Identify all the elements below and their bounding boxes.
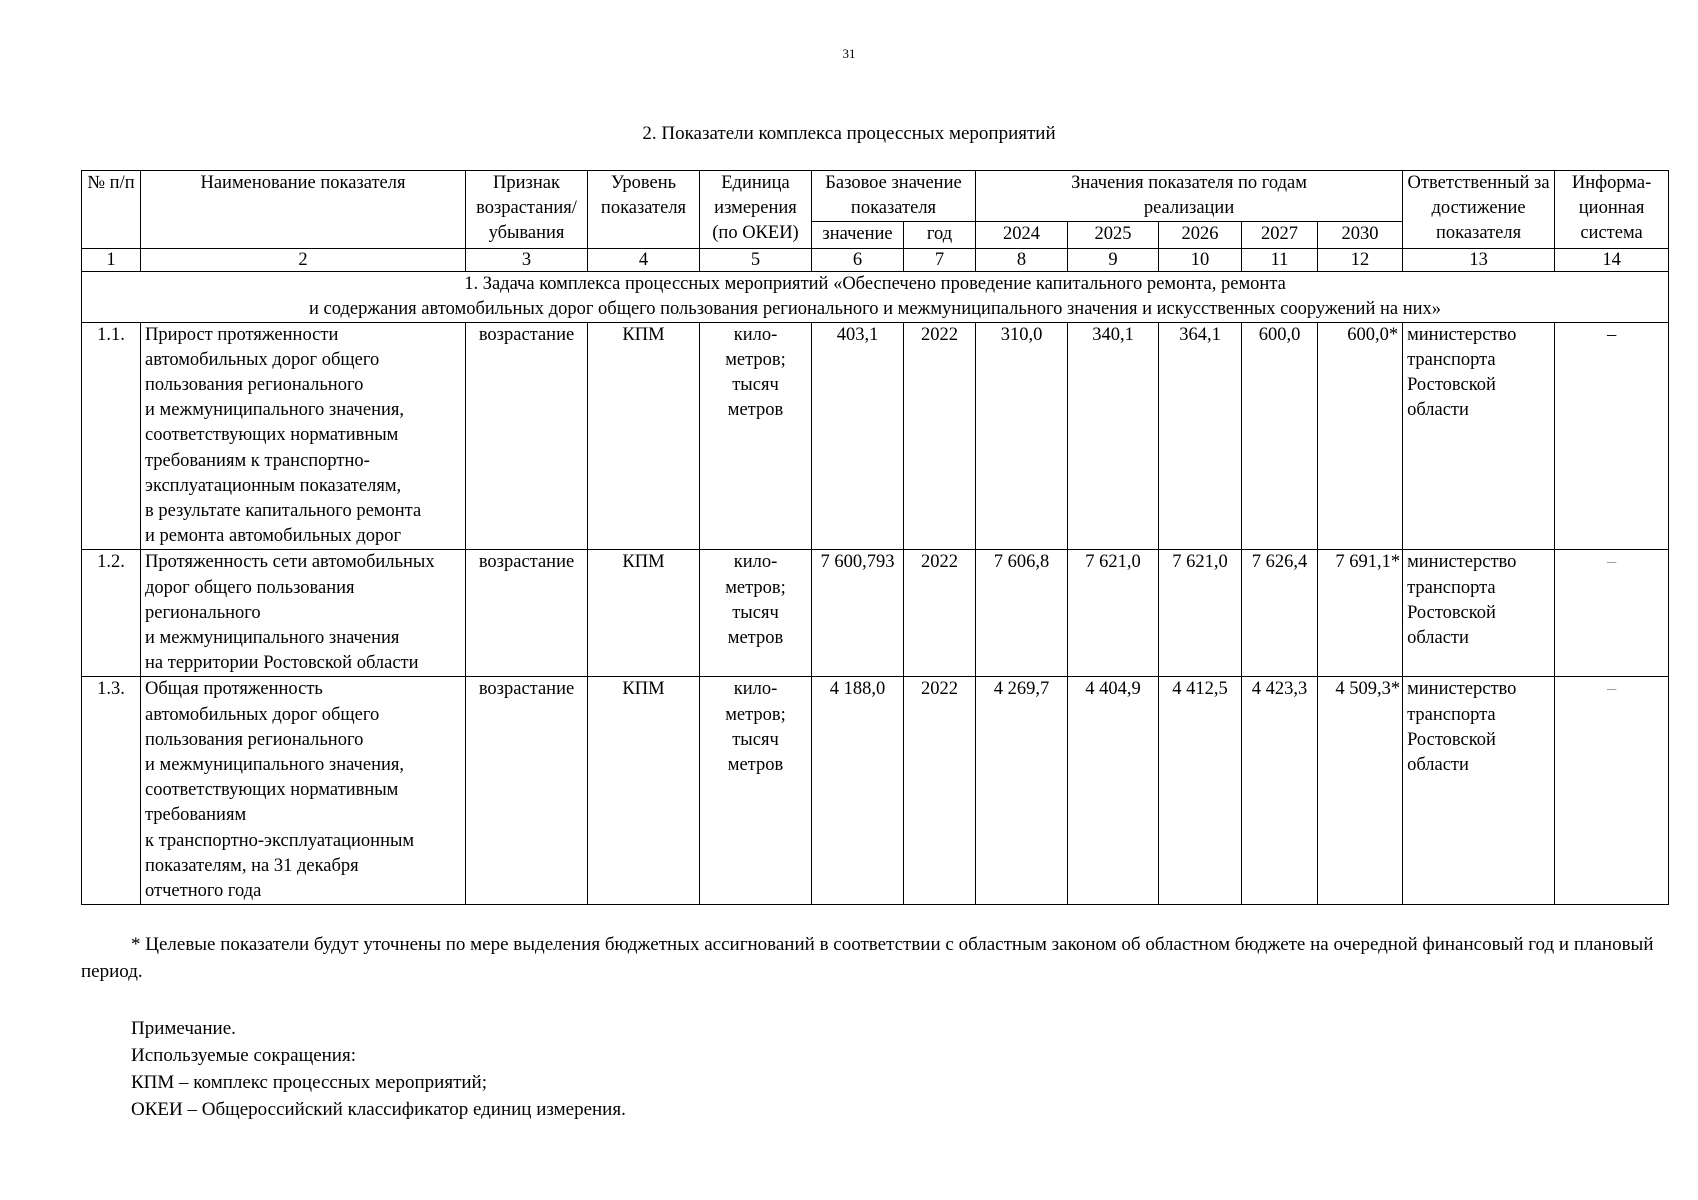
column-number: 5 bbox=[700, 248, 812, 271]
column-number: 13 bbox=[1403, 248, 1555, 271]
base-value: 4 188,0 bbox=[812, 677, 904, 905]
table-row bbox=[82, 550, 1669, 677]
header-num-text: № п/п bbox=[87, 173, 135, 193]
row-number: 1.1. bbox=[82, 322, 141, 550]
value-2027: 7 626,4 bbox=[1242, 550, 1318, 677]
footnote: * Целевые показатели будут уточнены по мере выделения бюджетных ассигнований в соответствии с областным законом об областном бюджете на очередной финансовый год и плановый период. bbox=[81, 934, 1654, 982]
responsible: министерство транспорта Ростовской области bbox=[1403, 677, 1555, 905]
column-number: 8 bbox=[976, 248, 1068, 271]
column-number: 14 bbox=[1555, 248, 1669, 271]
info-system: – bbox=[1555, 322, 1669, 550]
header-level: Уровень показателя bbox=[588, 171, 700, 249]
column-number: 11 bbox=[1242, 248, 1318, 271]
indicator-level: КПМ bbox=[588, 550, 700, 677]
header-base-value: значение bbox=[812, 222, 904, 248]
header-base-year: год bbox=[904, 222, 976, 248]
indicator-unit: кило- метров; тысяч метров bbox=[700, 550, 812, 677]
task-title: 1. Задача комплекса процессных мероприятий «Обеспечено проведение капитального ремонта, ремонта и содержания автомобильных дорог общего пользования регионального и межмуниципального значения и искусственных сооружений на них» bbox=[82, 271, 1669, 322]
notes bbox=[131, 1015, 1531, 1123]
header-year-2030: 2030 bbox=[1318, 222, 1403, 248]
indicator-sign: возрастание bbox=[466, 677, 588, 905]
value-2026: 7 621,0 bbox=[1159, 550, 1242, 677]
column-number: 3 bbox=[466, 248, 588, 271]
column-number: 6 bbox=[812, 248, 904, 271]
header-base: Базовое значение показателя bbox=[812, 171, 976, 222]
column-numbers-row bbox=[82, 248, 1669, 271]
value-2025: 4 404,9 bbox=[1068, 677, 1159, 905]
header-year-2026: 2026 bbox=[1159, 222, 1242, 248]
info-system: – bbox=[1555, 550, 1669, 677]
column-number: 1 bbox=[82, 248, 141, 271]
header-sign: Признак возрастания/ убывания bbox=[466, 171, 588, 249]
header-num bbox=[82, 171, 141, 249]
column-number: 2 bbox=[141, 248, 466, 271]
indicators-table bbox=[81, 170, 1669, 905]
header-name: Наименование показателя bbox=[141, 171, 466, 249]
indicator-unit: кило- метров; тысяч метров bbox=[700, 677, 812, 905]
column-number: 12 bbox=[1318, 248, 1403, 271]
header-year-2025: 2025 bbox=[1068, 222, 1159, 248]
base-year: 2022 bbox=[904, 677, 976, 905]
abbreviations-title: Используемые сокращения: bbox=[131, 1045, 356, 1066]
indicator-sign: возрастание bbox=[466, 322, 588, 550]
indicator-name: Прирост протяженности автомобильных дорог общего пользования регионального и межмуниципального значения, соответствующих нормативным требованиям к транспортно- эксплуатационным показателям, в результате капитального ремонта и ремонта автомобильных дорог bbox=[141, 322, 466, 550]
table-row bbox=[82, 322, 1669, 550]
indicator-name: Протяженность сети автомобильных дорог общего пользования регионального и межмуниципального значения на территории Ростовской области bbox=[141, 550, 466, 677]
base-year: 2022 bbox=[904, 550, 976, 677]
value-2025: 7 621,0 bbox=[1068, 550, 1159, 677]
column-number: 9 bbox=[1068, 248, 1159, 271]
column-number: 4 bbox=[588, 248, 700, 271]
header-values bbox=[976, 171, 1403, 222]
value-2024: 310,0 bbox=[976, 322, 1068, 550]
indicator-level: КПМ bbox=[588, 677, 700, 905]
value-2026: 364,1 bbox=[1159, 322, 1242, 550]
value-2030: 4 509,3* bbox=[1318, 677, 1403, 905]
value-2024: 7 606,8 bbox=[976, 550, 1068, 677]
responsible: министерство транспорта Ростовской области bbox=[1403, 322, 1555, 550]
value-2026: 4 412,5 bbox=[1159, 677, 1242, 905]
base-value: 403,1 bbox=[812, 322, 904, 550]
indicator-level: КПМ bbox=[588, 322, 700, 550]
section-title: 2. Показатели комплекса процессных мероприятий bbox=[642, 123, 1056, 144]
value-2030: 600,0* bbox=[1318, 322, 1403, 550]
header-unit: Единица измерения (по ОКЕИ) bbox=[700, 171, 812, 249]
base-year: 2022 bbox=[904, 322, 976, 550]
responsible: министерство транспорта Ростовской области bbox=[1403, 550, 1555, 677]
base-value: 7 600,793 bbox=[812, 550, 904, 677]
task-row bbox=[82, 271, 1669, 322]
header-year-2024: 2024 bbox=[976, 222, 1068, 248]
indicator-name: Общая протяженность автомобильных дорог общего пользования регионального и межмуниципального значения, соответствующих нормативным требованиям к транспортно-эксплуатационным показателям, на 31 декабря отчетного года bbox=[141, 677, 466, 905]
header-row bbox=[82, 171, 1669, 197]
column-number: 10 bbox=[1159, 248, 1242, 271]
row-number: 1.3. bbox=[82, 677, 141, 905]
value-2030: 7 691,1* bbox=[1318, 550, 1403, 677]
value-2024: 4 269,7 bbox=[976, 677, 1068, 905]
info-system: – bbox=[1555, 677, 1669, 905]
value-2025: 340,1 bbox=[1068, 322, 1159, 550]
indicator-sign: возрастание bbox=[466, 550, 588, 677]
header-year-2027: 2027 bbox=[1242, 222, 1318, 248]
abbreviation-okei: ОКЕИ – Общероссийский классификатор единиц измерения. bbox=[131, 1099, 626, 1120]
value-2027: 4 423,3 bbox=[1242, 677, 1318, 905]
abbreviation-kpm: КПМ – комплекс процессных мероприятий; bbox=[131, 1072, 487, 1093]
table-row bbox=[82, 677, 1669, 905]
notes-title: Примечание. bbox=[131, 1018, 236, 1039]
indicator-unit: кило- метров; тысяч метров bbox=[700, 322, 812, 550]
header-info: Информа-ционная система bbox=[1555, 171, 1669, 249]
column-number: 7 bbox=[904, 248, 976, 271]
row-number: 1.2. bbox=[82, 550, 141, 677]
value-2027: 600,0 bbox=[1242, 322, 1318, 550]
header-values-text: Значения показателя по годам реализации bbox=[1071, 173, 1307, 219]
header-responsible: Ответственный за достижение показателя bbox=[1403, 171, 1555, 249]
page-number: 31 bbox=[842, 46, 856, 61]
